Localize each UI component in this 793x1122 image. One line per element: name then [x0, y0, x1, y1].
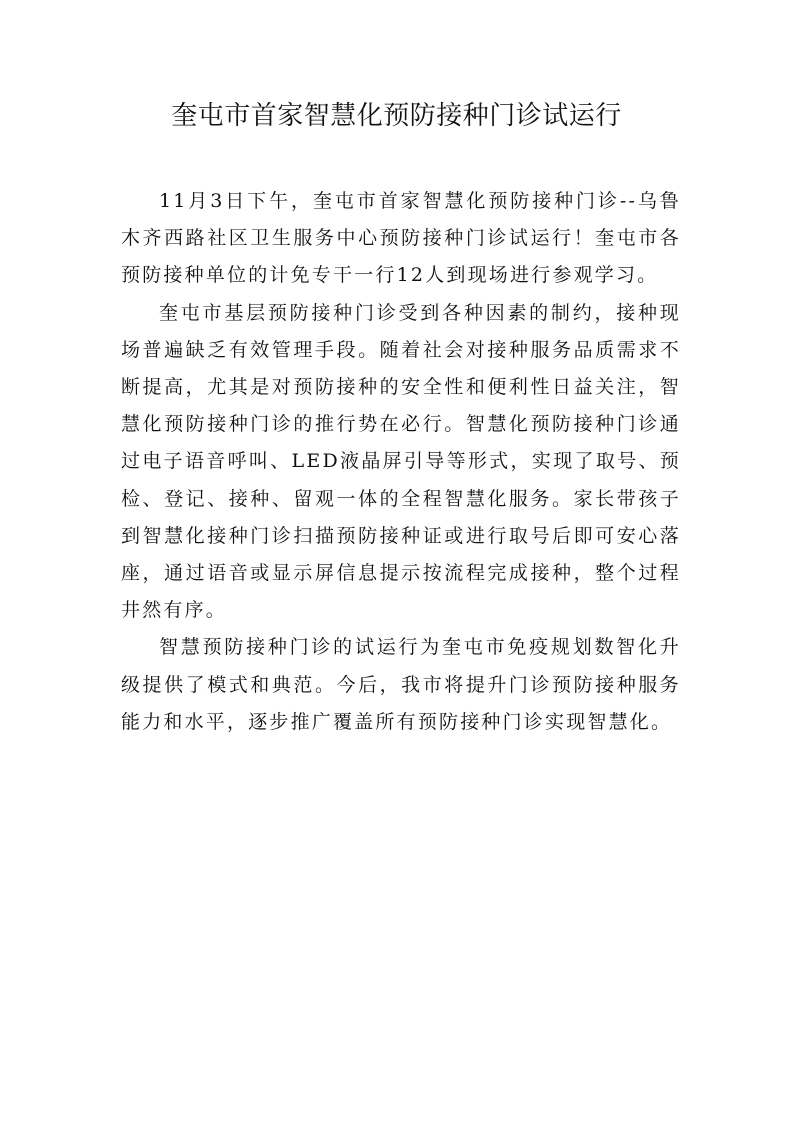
paragraph-2: 奎屯市基层预防接种门诊受到各种因素的制约，接种现场普遍缺乏有效管理手段。随着社会对接种服务品质需求不断提高，尤其是对预防接种的安全性和便利性日益关注，智慧化预防接种门诊的推行势在必行。智慧化预防接种门诊通过电子语音呼叫、LED液晶屏引导等形式，实现了取号、预检、登记、接种、留观一体的全程智慧化服务。家长带孩子到智慧化接种门诊扫描预防接种证或进行取号后即可安心落座，通过语音或显示屏信息提示按流程完成接种，整个过程井然有序。 — [121, 301, 681, 622]
document-body — [121, 183, 681, 741]
paragraph-1: 11月3日下午，奎屯市首家智慧化预防接种门诊--乌鲁木齐西路社区卫生服务中心预防接种门诊试运行！奎屯市各预防接种单位的计免专干一行12人到现场进行参观学习。 — [121, 190, 681, 287]
paragraph-3: 智慧预防接种门诊的试运行为奎屯市免疫规划数智化升级提供了模式和典范。今后，我市将提升门诊预防接种服务能力和水平，逐步推广覆盖所有预防接种门诊实现智慧化。 — [121, 636, 681, 733]
document-title: 奎屯市首家智慧化预防接种门诊试运行 — [171, 101, 622, 131]
